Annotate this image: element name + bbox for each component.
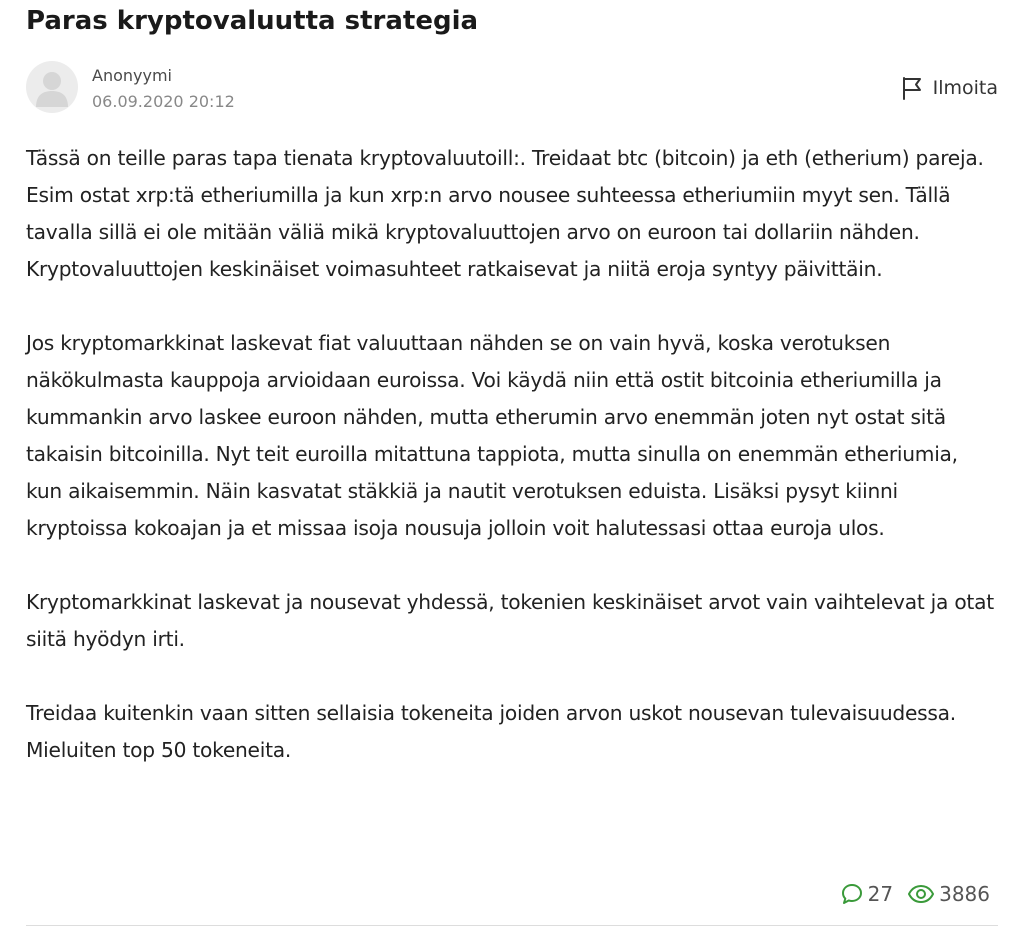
speech-bubble-icon <box>840 882 864 906</box>
eye-icon <box>907 883 935 905</box>
post-author-block <box>26 60 998 116</box>
view-count: 3886 <box>939 882 990 906</box>
post-paragraph: Jos kryptomarkkinat laskevat fiat valuuttaan nähden se on vain hyvä, koska verotuksen näkökulmasta kauppoja arvioidaan euroissa. Voi käydä niin että ostit bitcoinia etheriumilla ja kummankin arvo laskee euroon nähden, mutta etherumin arvo enemmän joten nyt ostat sitä takaisin bitcoinilla. Nyt teit euroilla mitattuna tappiota, mutta sinulla on enemmän etheriumia, kun aikaisemmin. Näin kasvatat stäkkiä ja nautit verotuksen eduista. Lisäksi pysyt kiinni kryptoissa kokoajan ja et missaa isoja nousuja jolloin voit halutessasi ottaa euroja ulos. <box>26 331 958 540</box>
avatar-placeholder-icon <box>26 61 78 113</box>
author-name[interactable]: Anonyymi <box>92 66 172 85</box>
report-button[interactable] <box>901 76 998 100</box>
post-stats <box>840 882 990 906</box>
post-paragraph: Kryptomarkkinat laskevat ja nousevat yhdessä, tokenien keskinäiset arvot vain vaihtelevat ja otat siitä hyödyn irti. <box>26 590 994 651</box>
post-body <box>26 140 998 806</box>
avatar <box>26 61 78 113</box>
report-label: Ilmoita <box>932 77 998 99</box>
post-paragraph: Tässä on teille paras tapa tienata kryptovaluutoill:. Treidaat btc (bitcoin) ja eth (etherium) pareja. Esim ostat xrp:tä etheriumilla ja kun xrp:n arvo nousee suhteessa etheriumiin myyt sen. Tällä tavalla sillä ei ole mitään väliä mikä kryptovaluuttojen arvo on euroon tai dollariin nähden. Kryptovaluuttojen keskinäiset voimasuhteet ratkaisevat ja niitä eroja syntyy päivittäin. <box>26 146 984 281</box>
flag-icon <box>901 76 923 100</box>
views-stat <box>907 882 990 906</box>
comments-stat[interactable] <box>840 882 893 906</box>
post-paragraph: Treidaa kuitenkin vaan sitten sellaisia tokeneita joiden arvon uskot nousevan tulevaisuudessa. Mieluiten top 50 tokeneita. <box>26 701 956 762</box>
post-timestamp: 06.09.2020 20:12 <box>92 92 235 111</box>
post-container <box>26 0 998 928</box>
page-title: Paras kryptovaluutta strategia <box>26 6 479 36</box>
comment-count: 27 <box>867 882 894 906</box>
divider <box>26 925 998 926</box>
